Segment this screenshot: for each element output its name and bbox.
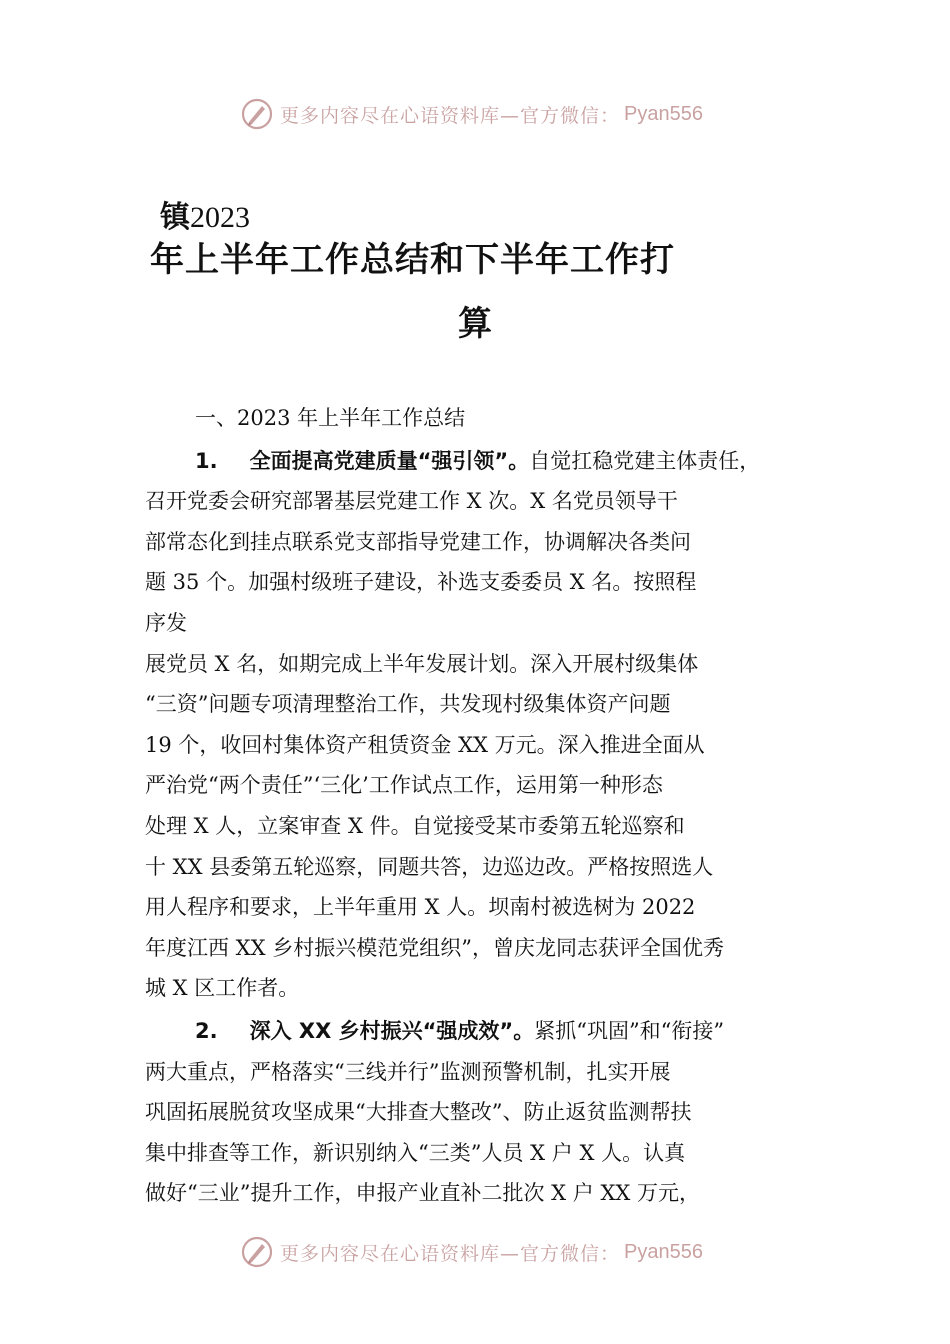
- title-prefix: 镇: [160, 200, 190, 235]
- paragraph-2-heading: 深入 XX 乡村振兴“强成效”。: [249, 1018, 535, 1043]
- watermark-text: 更多内容尽在心语资料库—官方微信：: [280, 1242, 621, 1265]
- text-line: 部常态化到挂点联系党支部指导党建工作，协调解决各类问: [145, 529, 691, 554]
- text-line: 做好“三业”提升工作，申报产业直补二批次 X 户 XX 万元，: [145, 1181, 701, 1206]
- document-body: [145, 398, 845, 1214]
- text-line: 19 个，收回村集体资产租赁资金 XX 万元。深入推进全面从: [145, 732, 705, 757]
- text-line: 年度江西 XX 乡村振兴模范党组织”，曾庆龙同志获评全国优秀: [145, 935, 724, 960]
- text-line: 十 XX 县委第五轮巡察，同题共答，边巡边改。严格按照选人: [145, 854, 714, 879]
- text-line: 序发: [145, 610, 187, 635]
- pen-logo-icon: [240, 97, 274, 131]
- watermark-bottom: [240, 1234, 703, 1270]
- paragraph-1-heading: 全面提高党建质量“强引领”。: [249, 448, 530, 473]
- text-line: 严治党“两个责任”‘三化’工作试点工作，运用第一种形态: [145, 773, 663, 798]
- watermark-top: [240, 96, 703, 132]
- pen-logo-icon: [240, 1235, 274, 1269]
- text-line: 处理 X 人，立案审查 X 件。自觉接受某市委第五轮巡察和: [145, 813, 685, 838]
- title-year: 2023: [190, 201, 250, 234]
- text-line: 两大重点，严格落实“三线并行”监测预警机制，扎实开展: [145, 1059, 671, 1084]
- section-heading: 一、2023 年上半年工作总结: [195, 406, 466, 430]
- text-line: 用人程序和要求，上半年重用 X 人。坝南村被选树为 2022: [145, 895, 696, 920]
- paragraph-1-text: 自觉扛稳党建主体责任，: [529, 448, 761, 473]
- text-line: “三资”问题专项清理整治工作，共发现村级集体资产问题: [145, 692, 671, 717]
- text-line: 召开党委会研究部署基层党建工作 X 次。X 名党员领导干: [145, 489, 678, 514]
- paragraph-1-first-line: [145, 441, 845, 482]
- watermark-wechat-id: Pyan556: [624, 1240, 703, 1263]
- watermark-text: 更多内容尽在心语资料库—官方微信：: [280, 104, 621, 127]
- paragraph-2-first-line: [145, 1011, 845, 1052]
- title-line-3: 算: [458, 304, 492, 344]
- title-line-1: [160, 192, 250, 236]
- paragraph-1-number: 1.: [195, 448, 218, 473]
- paragraph-2-number: 2.: [195, 1018, 218, 1043]
- text-line: 集中排查等工作，新识别纳入“三类”人员 X 户 X 人。认真: [145, 1140, 686, 1165]
- title-line-2: 年上半年工作总结和下半年工作打: [150, 240, 675, 280]
- paragraph-2-text: 紧抓“巩固”和“衔接”: [534, 1018, 725, 1043]
- watermark-wechat-id: Pyan556: [624, 102, 703, 125]
- text-line: 题 35 个。加强村级班子建设，补选支委委员 X 名。按照程: [145, 570, 697, 595]
- text-line: 巩固拓展脱贫攻坚成果“大排查大整改”、防止返贫监测帮扶: [145, 1100, 692, 1125]
- text-line: 展党员 X 名，如期完成上半年发展计划。深入开展村级集体: [145, 651, 699, 676]
- text-line: 城 X 区工作者。: [145, 976, 300, 1001]
